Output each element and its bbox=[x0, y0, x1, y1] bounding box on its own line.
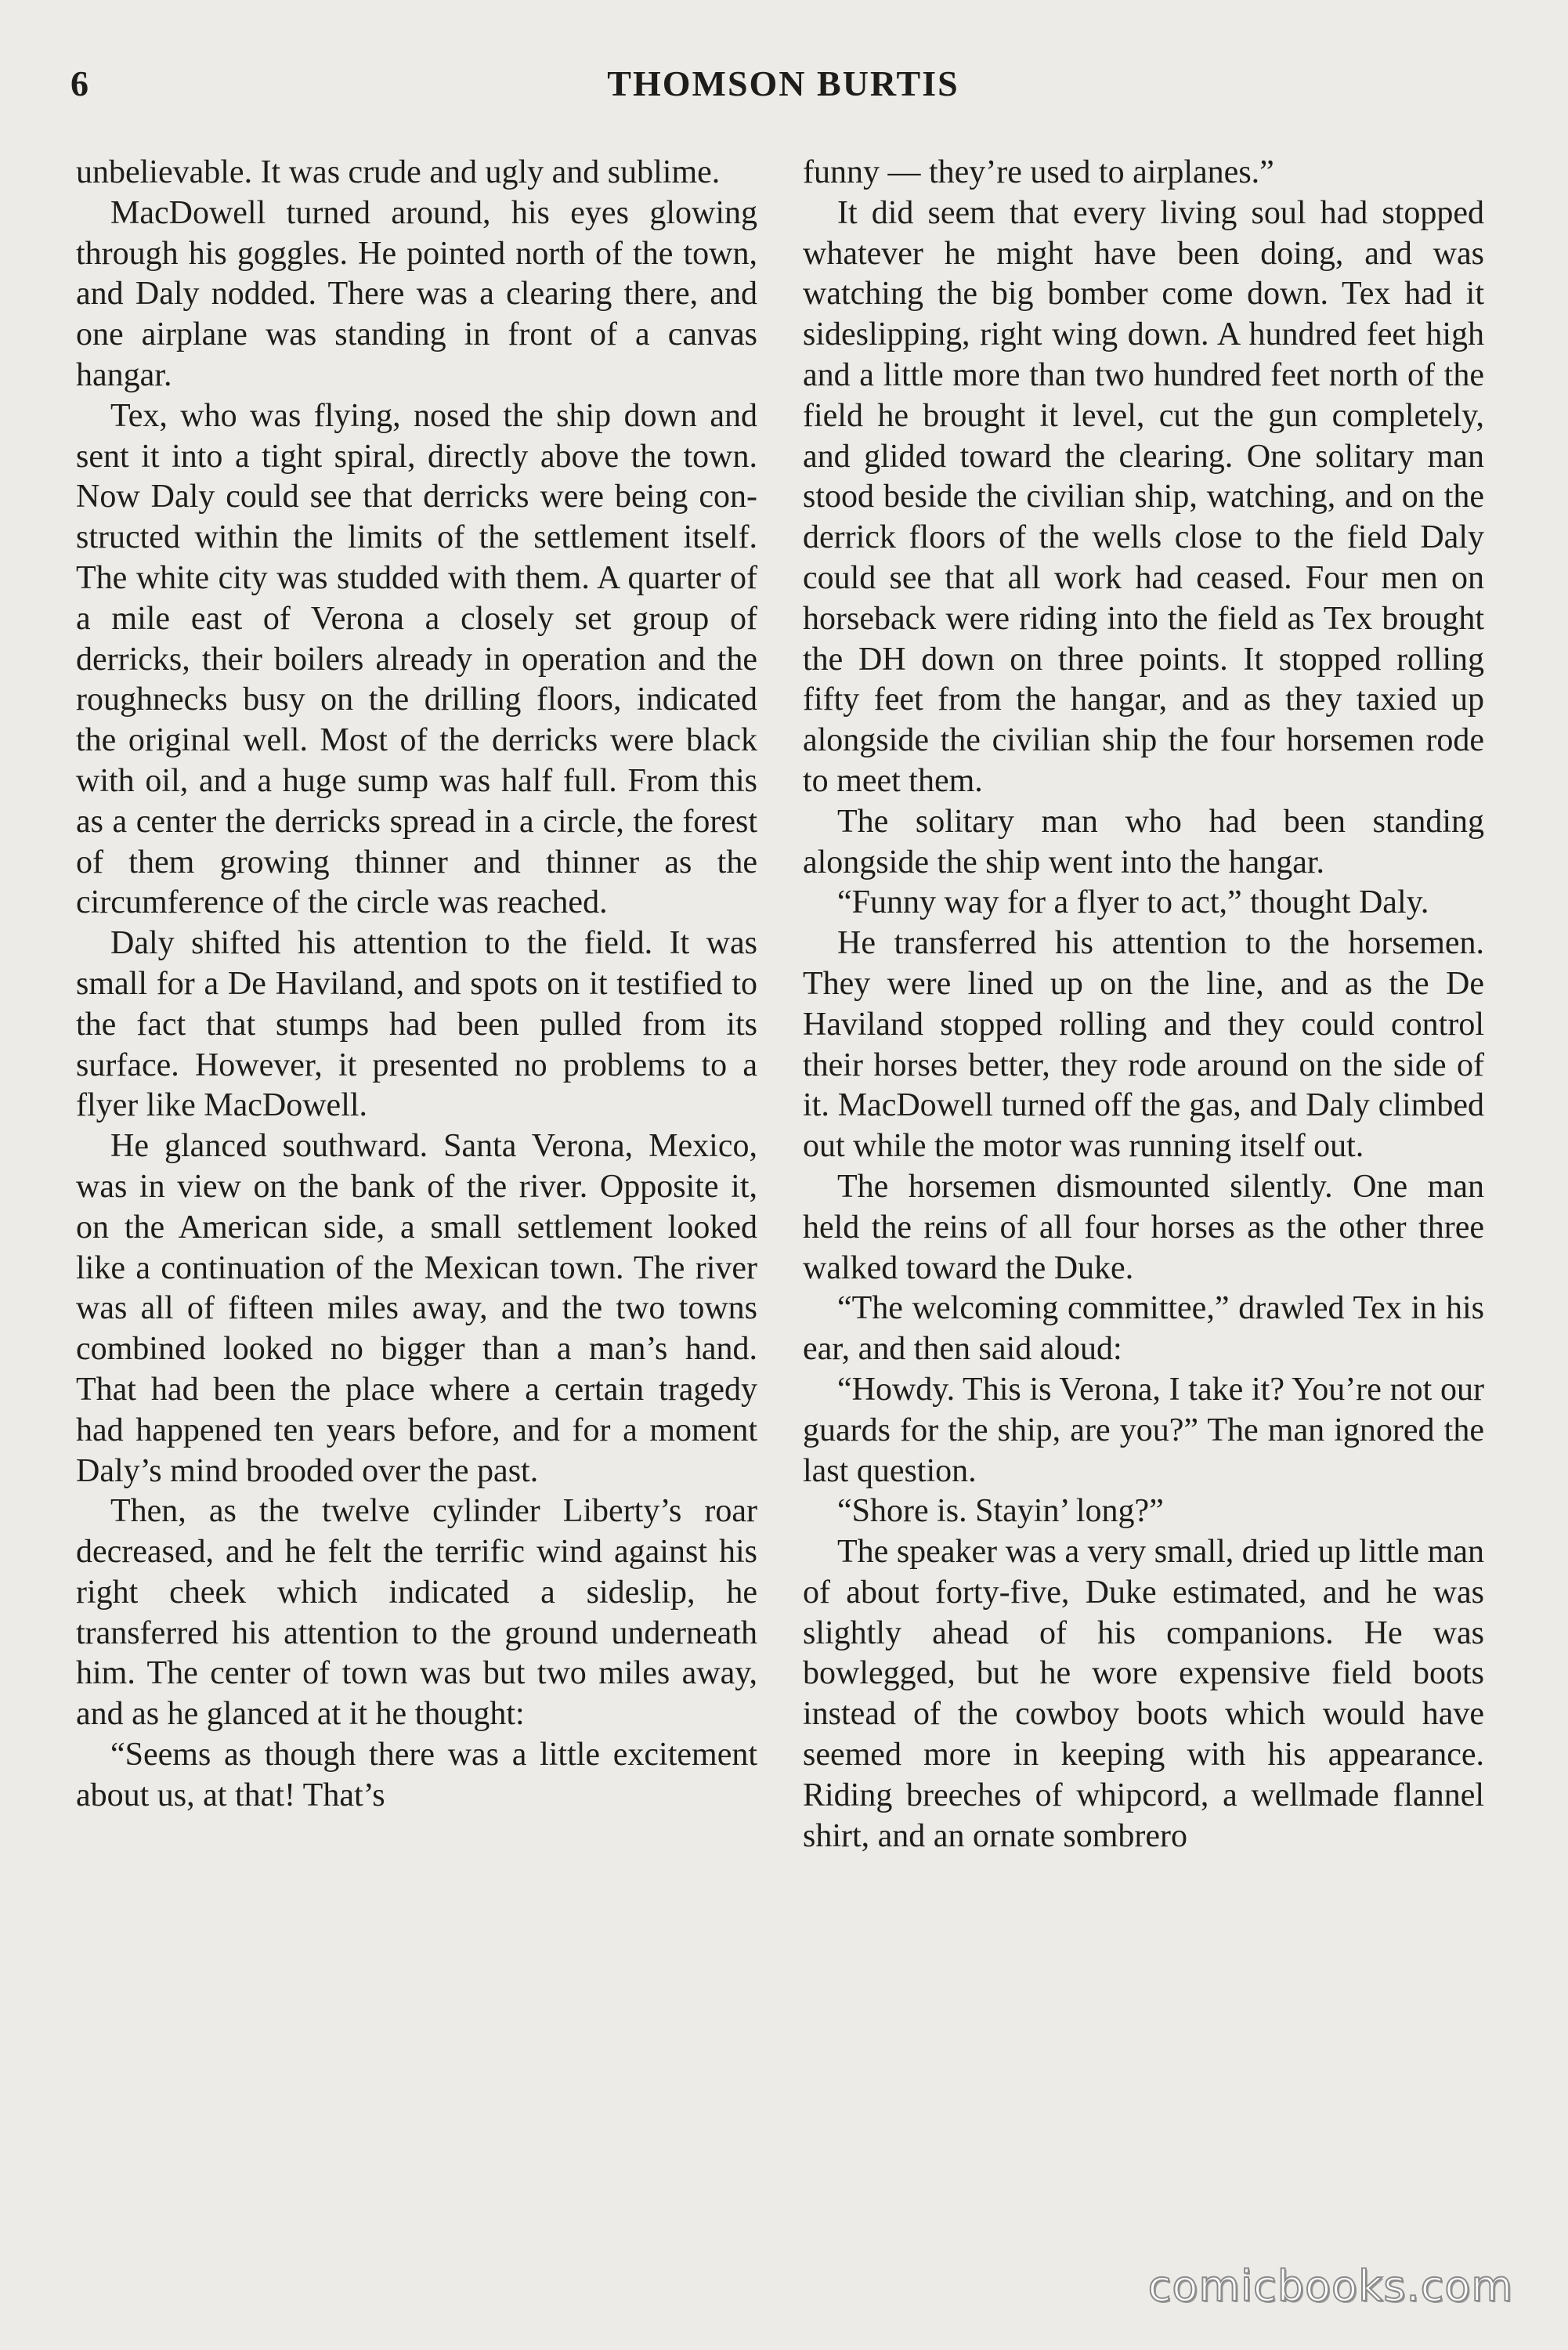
page-header bbox=[70, 63, 1496, 118]
running-head: THOMSON BURTIS bbox=[607, 63, 959, 103]
paragraph: funny — they’re used to airplanes.” bbox=[803, 154, 1274, 190]
paragraph: He glanced southward. Santa Verona, Mexico, was in view on the bank of the river. Opposite it, on the American side, a small settlement looked like a continuation of the Mexican town. The river was all of fifteen miles away, and the two towns combined looked no bigger than a man’s hand. That had been the place where a certain tragedy had happened ten years before, and for a moment Daly’s mind brooded over the past. bbox=[76, 1128, 757, 1489]
paragraph: “Howdy. This is Verona, I take it? You’re not our guards for the ship, are you?” The man ignored the last question. bbox=[803, 1371, 1484, 1489]
paragraph: “Funny way for a flyer to act,” thought Daly. bbox=[837, 884, 1429, 921]
paragraph: The solitary man who had been standing alongside the ship went into the hangar. bbox=[803, 803, 1484, 880]
paragraph: Then, as the twelve cylinder Liberty’s roar decreased, and he felt the terrific wind against his right cheek which indicated a sideslip, he transferred his attention to the ground underneath him. The center of town was but two miles away, and as he glanced at it he thought: bbox=[76, 1493, 757, 1733]
paragraph: “The welcoming committee,” drawled Tex in his ear, and then said aloud: bbox=[803, 1290, 1484, 1368]
left-column bbox=[76, 153, 757, 1817]
paragraph: Daly shifted his attention to the field. It was small for a De Haviland, and spots on it testified to the fact that stumps had been pulled from its surface. However, it presented no problems to a flyer like MacDowell. bbox=[76, 925, 757, 1124]
paragraph: “Seems as though there was a little excitement about us, at that! That’s bbox=[76, 1737, 757, 1813]
right-column bbox=[803, 153, 1484, 1856]
paragraph: Tex, who was flying, nosed the ship down and sent it into a tight spiral, directly above the town. Now Daly could see that derricks were being constructed within the limits of the settlement itself. The white city was studded with them. A quarter of a mile east of Verona a closely set group of derricks, their boilers already in operation and the roughnecks busy on the drilling floors, indicated the original well. Most of the derricks were black with oil, and a huge sump was half full. From this as a center the derricks spread in a circle, the forest of them growing thinner and thinner as the circumference of the circle was reached. bbox=[76, 397, 757, 921]
paragraph: unbelievable. It was crude and ugly and sublime. bbox=[76, 154, 721, 190]
paragraph: “Shore is. Stayin’ long?” bbox=[837, 1493, 1164, 1530]
paragraph: MacDowell turned around, his eyes glowing through his goggles. He pointed north of the town, and Daly nodded. There was a clearing there, and one airplane was standing in front of a canvas hangar. bbox=[76, 194, 757, 393]
page-number: 6 bbox=[70, 63, 89, 103]
paragraph: The speaker was a very small, dried up little man of about forty-five, Duke estimated, and he was slightly ahead of his companions. He was bowlegged, but he wore expensive field boots instead of the cowboy boots which would have seemed more in keeping with his appearance. Riding breeches of whipcord, a wellmade flannel shirt, and an ornate sombrero bbox=[803, 1534, 1484, 1854]
paragraph: He transferred his attention to the horsemen. They were lined up on the line, and as the De Haviland stopped rolling and they could control their horses better, they rode around on the side of it. MacDowell turned off the gas, and Daly climbed out while the motor was running itself out. bbox=[803, 925, 1484, 1165]
site-watermark: comicbooks.com bbox=[1147, 2261, 1513, 2311]
paragraph: The horsemen dismounted silently. One man held the reins of all four horses as the other three walked toward the Duke. bbox=[803, 1168, 1484, 1286]
paragraph: It did seem that every living soul had stopped whatever he might have been doing, and was watching the big bomber come down. Tex had it sideslipping, right wing down. A hundred feet high and a little more than two hundred feet north of the field he brought it level, cut the gun completely, and glided toward the clearing. One solitary man stood beside the civilian ship, watching, and on the derrick floors of the wells close to the field Daly could see that all work had ceased. Four men on horseback were riding into the field as Tex brought the DH down on three points. It stopped rolling fifty feet from the hangar, and as they taxied up alongside the civilian ship the four horsemen rode to meet them. bbox=[803, 194, 1484, 799]
